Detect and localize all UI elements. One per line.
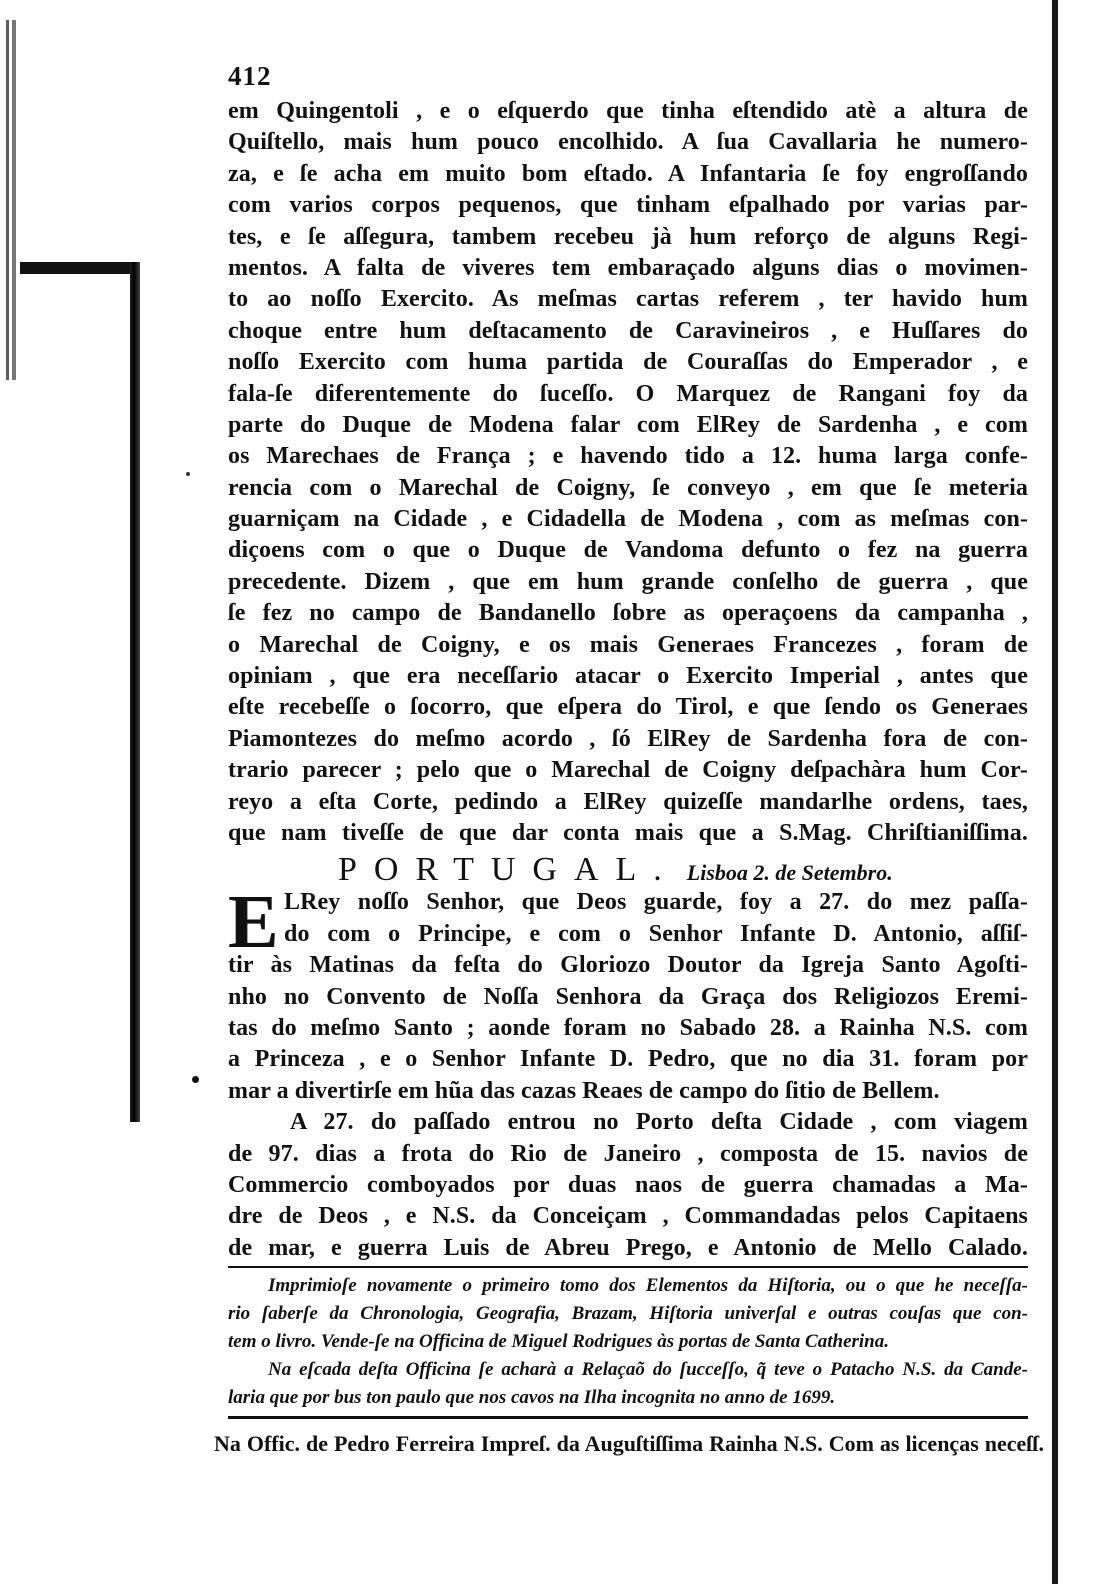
text-line: laria que por bus ton paulo que nos cavos na Ilha incognita no anno de 1699. xyxy=(228,1387,836,1409)
page-fold-shadow-horizontal xyxy=(20,262,138,274)
printer-imprint xyxy=(214,1429,1044,1459)
divider xyxy=(228,1266,1028,1268)
text-line: guarniçam na Cidade , e Cidadella de Modena , com as meſmas con- xyxy=(228,506,1028,533)
text-line: rencia com o Marechal de Coigny, ſe conveyo , em que ſe meteria xyxy=(228,474,1028,501)
text-line: za, e ſe acha em muito bom eſtado. A Infantaria ſe foy engroſſando xyxy=(228,160,1028,187)
text-line: tas do meſmo Santo ; aonde foram no Sabado 28. a Rainha N.S. com xyxy=(228,1014,1028,1041)
text-line: tes, e ſe aſſegura, tambem recebeu jà hum reforço de alguns Regi- xyxy=(228,223,1028,250)
text-line: Imprimioſe novamente o primeiro tomo dos Elementos da Hiſtoria, ou o que he neceſſa- xyxy=(268,1275,1028,1297)
text-line: tir às Matinas da feſta do Gloriozo Doutor da Igreja Santo Agoſti- xyxy=(228,952,1028,979)
text-line: que nam tiveſſe de que dar conta mais que a S.Mag. Chriſtianiſſima. xyxy=(228,819,1028,846)
text-line: Na Offic. de Pedro Ferreira Impreſ. da Auguſtiſſima Rainha N.S. Com as licenças neceſſ. xyxy=(214,1431,1044,1457)
text-line: to ao noſſo Exercito. As meſmas cartas referem , ter havido hum xyxy=(228,286,1028,313)
text-line: de 97. dias a frota do Rio de Janeiro , composta de 15. navios de xyxy=(228,1140,1028,1167)
text-line: noſſo Exercito com huma partida de Couraſſas do Emperador , e xyxy=(228,349,1028,376)
page-number: 412 xyxy=(228,61,272,91)
book-notice xyxy=(228,1272,1028,1412)
text-line: reyo a eſta Corte, pedindo a ElRey quizeſſe mandarlhe ordens, taes, xyxy=(228,788,1028,815)
section-heading xyxy=(228,851,1028,887)
text-line: de mar, e guerra Luis de Abreu Prego, e Antonio de Mello Calado. xyxy=(228,1234,1028,1261)
text-line: nho no Convento de Noſſa Senhora da Graça dos Religiozos Eremi- xyxy=(228,983,1028,1010)
text-line: com varios corpos pequenos, que tinham eſpalhado por varias par- xyxy=(228,192,1028,219)
text-line: o Marechal de Coigny, e os mais Generaes Francezes , foram de xyxy=(228,631,1028,658)
text-line: do com o Principe, e com o Senhor Infante D. Antonio, aſſiſ- xyxy=(284,920,1028,947)
text-line: tem o livro. Vende-ſe na Officina de Miguel Rodrigues às portas de Santa Catherina. xyxy=(228,1331,889,1353)
page-fold-shadow-vertical xyxy=(130,262,140,1122)
dateline: Lisboa 2. de Setembro. xyxy=(686,860,893,886)
text-line: parte do Duque de Modena falar com ElRey de Sardenha , e com xyxy=(228,411,1028,438)
text-line: choque entre hum deſtacamento de Caravineiros , e Huſſares do xyxy=(228,317,1028,344)
portugal-paragraph xyxy=(228,880,1028,1107)
scan-edge-left xyxy=(6,20,16,380)
text-line: rio ſaberſe da Chronologia, Geografia, Brazam, Hiſtoria univerſal e outras couſas que con- xyxy=(228,1303,1028,1325)
text-line: a Princeza , e o Senhor Infante D. Pedro, que no dia 31. foram por xyxy=(228,1046,1028,1073)
text-line: eſte recebeſſe o ſocorro, que eſpera do Tirol, e que ſendo os Generaes xyxy=(228,694,1028,721)
text-line: LRey noſſo Senhor, que Deos guarde, foy a 27. do mez paſſa- xyxy=(284,889,1028,916)
text-line: opiniam , que era neceſſario atacar o Exercito Imperial , antes que xyxy=(228,663,1028,690)
text-line: em Quingentoli , e o eſquerdo que tinha eſtendido atè a altura de xyxy=(228,98,1028,124)
text-line: Commercio comboyados por duas naos de guerra chamadas a Ma- xyxy=(228,1171,1028,1198)
text-line: mar a divertirſe em hũa das cazas Reaes de campo do ſitio de Bellem. xyxy=(228,1077,940,1104)
text-line: Quiſtello, mais hum pouco encolhido. A ſua Cavallaria he numero- xyxy=(228,129,1028,156)
ink-spot xyxy=(186,472,190,476)
drop-cap: E xyxy=(228,880,279,965)
document-page xyxy=(214,60,1044,1459)
article-paragraph xyxy=(228,96,1028,849)
ink-spot xyxy=(192,1076,199,1083)
text-line: precedente. Dizem , que em hum grande conſelho de guerra , que xyxy=(228,568,1028,595)
divider xyxy=(228,1416,1028,1419)
text-line: trario parecer ; pelo que o Marechal de Coigny deſpachàra hum Cor- xyxy=(228,757,1028,784)
text-line: mentos. A falta de viveres tem embaraçado alguns dias o movimen- xyxy=(228,254,1028,281)
section-title: PORTUGAL. xyxy=(338,851,679,889)
text-line: dre de Deos , e N.S. da Conceiçam , Commandadas pelos Capitaens xyxy=(228,1203,1028,1230)
text-line: Piamontezes do meſmo acordo , ſó ElRey de Sardenha fora de con- xyxy=(228,725,1028,752)
fleet-paragraph xyxy=(228,1107,1028,1264)
text-line: os Marechaes de França ; e havendo tido a 12. huma larga confe- xyxy=(228,443,1028,470)
text-line: fala-ſe diferentemente do ſuceſſo. O Marquez de Rangani foy da xyxy=(228,380,1028,407)
scan-edge-right xyxy=(1052,0,1058,1584)
text-line: A 27. do paſſado entrou no Porto deſta Cidade , com viagem xyxy=(290,1109,1028,1136)
text-line: diçoens com o que o Duque de Vandoma defunto o fez na guerra xyxy=(228,537,1028,564)
text-line: ſe fez no campo de Bandanello ſobre as operaçoens da campanha , xyxy=(228,600,1028,627)
text-line: Na eſcada deſta Officina ſe acharà a Relaçaõ do ſucceſſo, q̃ teve o Patacho N.S. da Cande- xyxy=(268,1359,1028,1381)
